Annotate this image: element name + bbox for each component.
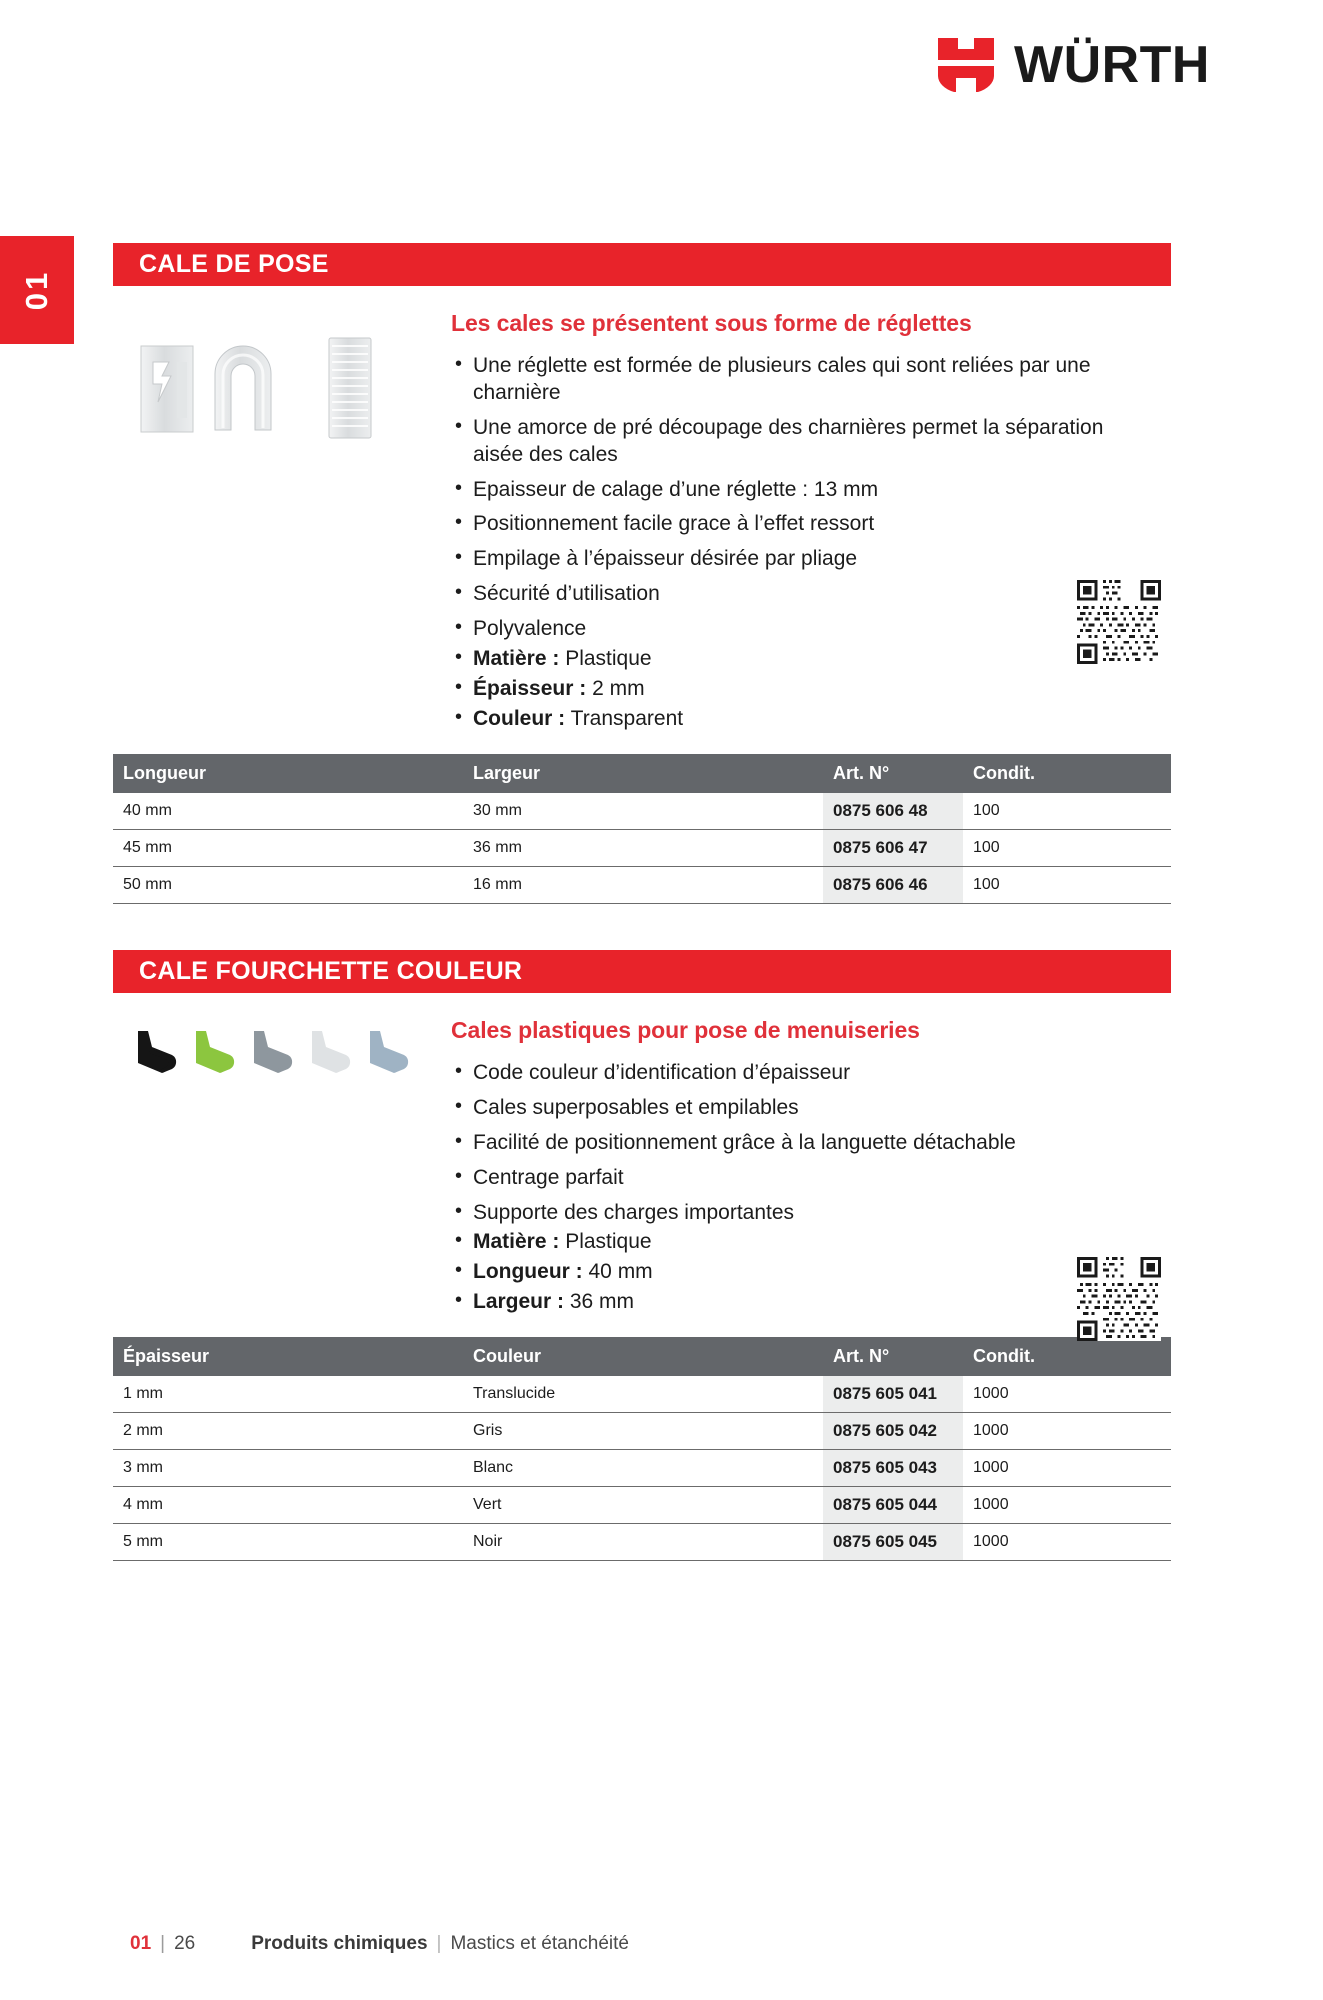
feature-item-spec [451, 676, 1141, 703]
feature-item [451, 616, 1141, 643]
product-copy-cale-fourchette [443, 1017, 1171, 1319]
column-header-condit: Condit. [963, 1337, 1171, 1376]
spec-label: Couleur : [473, 706, 566, 730]
feature-item [451, 353, 1141, 407]
feature-item-spec [451, 1229, 1141, 1256]
spec-value: Plastique [565, 1230, 652, 1254]
chapter-tab [0, 236, 74, 344]
cell-condit: 100 [963, 793, 1171, 830]
cell-epaisseur: 2 mm [113, 1413, 463, 1450]
cell-condit: 1000 [963, 1376, 1171, 1413]
brand-wordmark: WÜRTH [1013, 36, 1210, 94]
cell-art-no: 0875 606 47 [823, 829, 963, 866]
feature-item [451, 511, 1141, 538]
table-row[interactable] [113, 1450, 1171, 1487]
column-header-couleur: Couleur [463, 1337, 823, 1376]
feature-list [451, 353, 1171, 733]
wurth-logo-icon [936, 36, 996, 94]
cell-largeur: 30 mm [463, 793, 823, 830]
footer-category: Produits chimiques [251, 1933, 428, 1954]
footer-separator: | [160, 1933, 166, 1954]
table-row[interactable] [113, 793, 1171, 830]
cell-condit: 1000 [963, 1413, 1171, 1450]
spec-value: 2 mm [592, 676, 645, 700]
spec-table-cale-fourchette [113, 1337, 1171, 1561]
cell-art-no: 0875 606 48 [823, 793, 963, 830]
column-header-largeur: Largeur [463, 754, 823, 793]
cell-epaisseur: 3 mm [113, 1450, 463, 1487]
feature-item [451, 581, 1141, 608]
copy-heading: Cales plastiques pour pose de menuiseries [451, 1017, 920, 1043]
feature-item [451, 1200, 1141, 1227]
cell-largeur: 36 mm [463, 829, 823, 866]
feature-text: Cales superposables et empilables [473, 1095, 799, 1119]
section-cale-de-pose [113, 243, 1171, 904]
cell-epaisseur: 1 mm [113, 1376, 463, 1413]
cell-condit: 100 [963, 866, 1171, 903]
section-header-bar [113, 950, 1171, 993]
feature-text: Positionnement facile grace à l’effet ressort [473, 512, 875, 536]
cell-couleur: Vert [463, 1487, 823, 1524]
table-row[interactable] [113, 866, 1171, 903]
spec-label: Matière : [473, 646, 560, 670]
table-header-row [113, 1337, 1171, 1376]
spec-table-cale-de-pose [113, 754, 1171, 904]
feature-item [451, 1060, 1141, 1087]
product-image-cale-de-pose [113, 310, 443, 458]
feature-text: Une amorce de pré découpage des charnières permet la séparation aisée des cales [473, 415, 1104, 466]
feature-item-spec [451, 1259, 1141, 1286]
cell-longueur: 50 mm [113, 866, 463, 903]
spec-label: Longueur : [473, 1260, 583, 1284]
feature-text: Supporte des charges importantes [473, 1200, 795, 1224]
cell-condit: 1000 [963, 1487, 1171, 1524]
feature-item [451, 1095, 1141, 1122]
cell-epaisseur: 5 mm [113, 1524, 463, 1561]
feature-list [451, 1060, 1171, 1316]
qr-code-icon[interactable] [1077, 1257, 1161, 1341]
spec-label: Matière : [473, 1230, 560, 1254]
qr-code-icon[interactable] [1077, 580, 1161, 664]
cell-couleur: Gris [463, 1413, 823, 1450]
page-footer [130, 1933, 629, 1955]
feature-item-spec [451, 706, 1141, 733]
section-title: CALE DE POSE [139, 250, 329, 278]
cell-longueur: 45 mm [113, 829, 463, 866]
table-row[interactable] [113, 1376, 1171, 1413]
footer-page-number: 26 [174, 1933, 196, 1954]
cell-couleur: Noir [463, 1524, 823, 1561]
table-row[interactable] [113, 1413, 1171, 1450]
chapter-tab-number: 01 [18, 269, 54, 311]
spec-label: Largeur : [473, 1290, 565, 1314]
cell-condit: 1000 [963, 1524, 1171, 1561]
feature-item [451, 415, 1141, 469]
column-header-epaisseur: Épaisseur [113, 1337, 463, 1376]
table-row[interactable] [113, 1487, 1171, 1524]
feature-item-spec [451, 646, 1141, 673]
feature-item [451, 1165, 1141, 1192]
brand-header [936, 36, 1210, 94]
cell-couleur: Translucide [463, 1376, 823, 1413]
cell-art-no: 0875 605 045 [823, 1524, 963, 1561]
feature-text: Centrage parfait [473, 1165, 624, 1189]
feature-item [451, 477, 1141, 504]
table-header-row [113, 754, 1171, 793]
feature-text: Sécurité d’utilisation [473, 582, 660, 606]
feature-text: Facilité de positionnement grâce à la languette détachable [473, 1130, 1016, 1154]
copy-heading: Les cales se présentent sous forme de réglettes [451, 310, 972, 336]
section-title: CALE FOURCHETTE COULEUR [139, 957, 523, 985]
cell-condit: 1000 [963, 1450, 1171, 1487]
section-cale-fourchette-couleur [113, 950, 1171, 1561]
cell-art-no: 0875 605 043 [823, 1450, 963, 1487]
footer-pipe: | [436, 1933, 442, 1954]
product-image-cale-fourchette [113, 1017, 443, 1095]
cell-condit: 100 [963, 829, 1171, 866]
cell-art-no: 0875 605 041 [823, 1376, 963, 1413]
cell-art-no: 0875 605 042 [823, 1413, 963, 1450]
feature-item [451, 1130, 1141, 1157]
product-copy-cale-de-pose [443, 310, 1171, 736]
cell-art-no: 0875 606 46 [823, 866, 963, 903]
feature-text: Epaisseur de calage d’une réglette : 13 mm [473, 477, 879, 501]
spec-value: 36 mm [569, 1290, 635, 1314]
feature-text: Une réglette est formée de plusieurs cales qui sont reliées par une charnière [473, 354, 1091, 404]
spec-label: Épaisseur : [473, 676, 587, 700]
column-header-art-no: Art. N° [823, 1337, 963, 1376]
spec-value: Transparent [570, 706, 684, 730]
feature-text: Code couleur d’identification d’épaisseur [473, 1061, 851, 1084]
spec-value: Plastique [565, 646, 652, 670]
column-header-longueur: Longueur [113, 754, 463, 793]
section-header-bar [113, 243, 1171, 286]
feature-item [451, 546, 1141, 573]
column-header-condit: Condit. [963, 754, 1171, 793]
cell-largeur: 16 mm [463, 866, 823, 903]
feature-item-spec [451, 1289, 1141, 1316]
column-header-art-no: Art. N° [823, 754, 963, 793]
cell-epaisseur: 4 mm [113, 1487, 463, 1524]
cell-art-no: 0875 605 044 [823, 1487, 963, 1524]
footer-chapter-number: 01 [130, 1933, 152, 1954]
feature-text: Polyvalence [473, 617, 587, 640]
cell-couleur: Blanc [463, 1450, 823, 1487]
spec-value: 40 mm [588, 1260, 653, 1284]
table-row[interactable] [113, 829, 1171, 866]
cell-longueur: 40 mm [113, 793, 463, 830]
footer-subcategory: Mastics et étanchéité [450, 1933, 629, 1954]
feature-text: Empilage à l’épaisseur désirée par pliage [473, 547, 858, 571]
table-row[interactable] [113, 1524, 1171, 1561]
